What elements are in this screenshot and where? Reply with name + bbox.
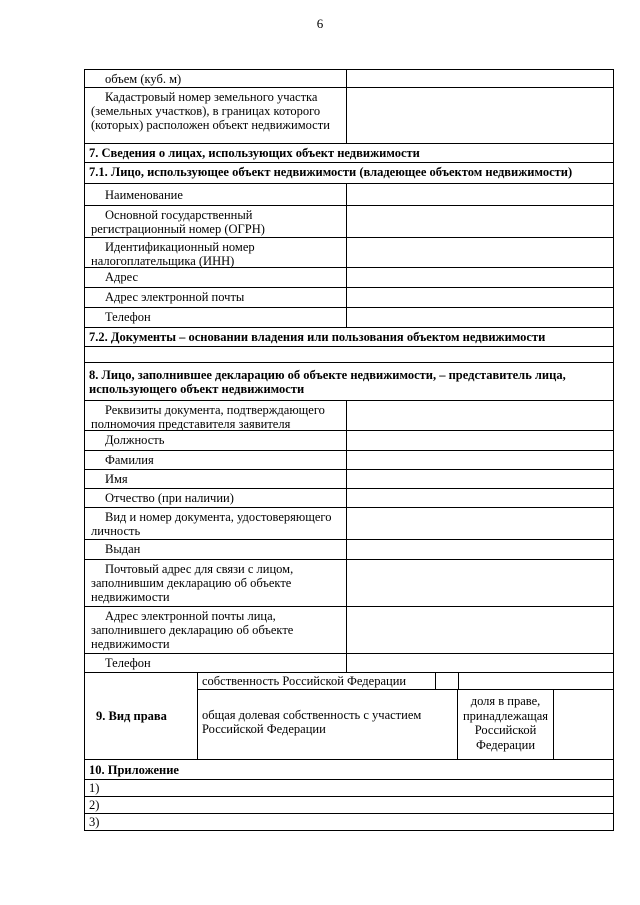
value-field-phone[interactable] (347, 308, 613, 327)
row-label: Телефон (85, 654, 347, 672)
section-7-heading: 7. Сведения о лицах, использующих объект недвижимости (84, 144, 614, 163)
row-label: Должность (85, 431, 347, 450)
option-federal-ownership: собственность Российской Федерации (198, 673, 436, 689)
row-label: Отчество (при наличии) (85, 489, 347, 507)
value-field-first-name[interactable] (347, 470, 613, 488)
section-7-2-field[interactable] (84, 347, 614, 363)
row-label: Выдан (85, 540, 347, 559)
form-row-phone (84, 308, 614, 328)
form-row-name (84, 184, 614, 206)
value-field-ogrn[interactable] (347, 206, 613, 237)
value-field-surname[interactable] (347, 451, 613, 469)
checkbox-federal-ownership[interactable] (436, 673, 459, 689)
value-field-issued[interactable] (347, 540, 613, 559)
share-value-field[interactable] (554, 690, 613, 759)
row-label: Телефон (85, 308, 347, 327)
value-field-id-document[interactable] (347, 508, 613, 539)
form-row-declarant-email (84, 607, 614, 654)
row-label: Имя (85, 470, 347, 488)
row-label: Основной государственный регистрационный номер (ОГРН) (85, 206, 347, 237)
row-label: Кадастровый номер земельного участка (земельных участков), в границах которого (которых) расположен объект недвижимости (85, 88, 347, 143)
form-row-address (84, 268, 614, 288)
section-7-2-heading: 7.2. Документы – основании владения или пользования объектом недвижимости (84, 328, 614, 347)
form-row-issued (84, 540, 614, 560)
section-7-1-heading: 7.1. Лицо, использующее объект недвижимости (владеющее объектом недвижимости) (84, 163, 614, 184)
form-row-volume (84, 69, 614, 88)
attachment-row-1[interactable]: 1) (84, 780, 614, 797)
row-label: Реквизиты документа, подтверждающего полномочия представителя заявителя (85, 401, 347, 430)
form-row-inn (84, 238, 614, 268)
value-field-authority-doc[interactable] (347, 401, 613, 430)
value-field-cadastral[interactable] (347, 88, 613, 143)
value-field-declarant-phone[interactable] (347, 654, 613, 672)
row-label: Вид и номер документа, удостоверяющего личность (85, 508, 347, 539)
section-9-heading: 9. Вид права (85, 673, 198, 759)
row-label: Адрес электронной почты (85, 288, 347, 307)
share-label: доля в праве, принадлежащая Российской Федерации (458, 690, 554, 759)
row-label: Почтовый адрес для связи с лицом, заполнившим декларацию об объекте недвижимости (85, 560, 347, 606)
form-row-email (84, 288, 614, 308)
form-row-postal-address (84, 560, 614, 607)
form-row-first-name (84, 470, 614, 489)
form-row-patronymic (84, 489, 614, 508)
row-label: Фамилия (85, 451, 347, 469)
value-field-name[interactable] (347, 184, 613, 205)
value-field-postal-address[interactable] (347, 560, 613, 606)
option-shared-ownership: общая долевая собственность с участием Российской Федерации (198, 690, 458, 759)
attachment-row-2[interactable]: 2) (84, 797, 614, 814)
row-label: Адрес (85, 268, 347, 287)
form-row-declarant-phone (84, 654, 614, 673)
form-row-authority-doc (84, 401, 614, 431)
attachment-row-3[interactable]: 3) (84, 814, 614, 831)
section-8-heading: 8. Лицо, заполнившее декларацию об объекте недвижимости, – представитель лица, использующего объект недвижимости (84, 363, 614, 401)
value-field-inn[interactable] (347, 238, 613, 267)
form-row-position (84, 431, 614, 451)
form-row-surname (84, 451, 614, 470)
value-field-volume[interactable] (347, 70, 613, 87)
form-row-id-document (84, 508, 614, 540)
section-10-heading: 10. Приложение (84, 760, 614, 780)
row-label: объем (куб. м) (85, 70, 347, 87)
value-field-email[interactable] (347, 288, 613, 307)
row-label: Идентификационный номер налогоплательщика (ИНН) (85, 238, 347, 267)
form-row-ogrn (84, 206, 614, 238)
row-label: Адрес электронной почты лица, заполнившего декларацию об объекте недвижимости (85, 607, 347, 653)
value-field-address[interactable] (347, 268, 613, 287)
row-label: Наименование (85, 184, 347, 205)
page-number: 6 (316, 16, 324, 31)
form-row-cadastral (84, 88, 614, 144)
section-9-right-type (84, 673, 614, 760)
option-federal-ownership-spacer (459, 673, 613, 689)
value-field-declarant-email[interactable] (347, 607, 613, 653)
value-field-patronymic[interactable] (347, 489, 613, 507)
value-field-position[interactable] (347, 431, 613, 450)
declaration-form (84, 69, 614, 831)
